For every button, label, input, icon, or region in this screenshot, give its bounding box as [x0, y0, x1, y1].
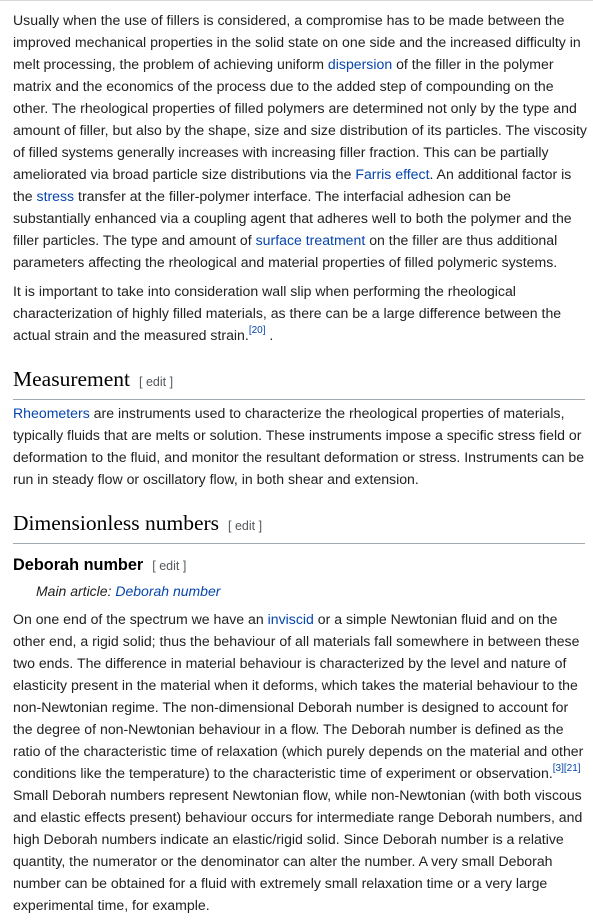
edit-measurement-link[interactable]: [ edit ]: [139, 375, 174, 389]
link-stress[interactable]: stress: [36, 188, 75, 204]
link-farris-effect[interactable]: Farris effect: [355, 166, 430, 182]
heading-deborah-number: [13, 553, 186, 578]
text-line: non-Newtonian regime. The non-dimensional Deborah number is designed to account for: [13, 699, 569, 715]
text-line: of filled systems generally increases with increasing filler fraction. This can be partially: [13, 144, 549, 160]
measurement-paragraph: [13, 402, 585, 490]
citation-21[interactable]: [21]: [563, 763, 581, 775]
text-run: are instruments used to characterize the rheological properties of materials,: [89, 405, 565, 421]
top-divider: [0, 0, 593, 1]
citation-20[interactable]: [20]: [248, 325, 266, 337]
fillers-paragraph: [13, 9, 585, 273]
text-line: the degree of non-Newtonian behaviour in a flow. The Deborah number is defined as the: [13, 721, 564, 737]
text-line: substantially enhanced via a coupling agent that adheres well to both the polymer and the: [13, 210, 572, 226]
text-run: melt processing, the problem of achieving uniform: [13, 56, 328, 72]
text-line: experimental time, for example.: [13, 897, 210, 913]
text-line: and elastic effects present) behaviour occurs for intermediate range Deborah numbers, and: [13, 809, 583, 825]
text-run: actual strain and the measured strain.: [13, 327, 249, 343]
text-line: It is important to take into consideration wall slip when performing the rheological: [13, 283, 516, 299]
heading-text: Dimensionless numbers: [13, 511, 220, 535]
text-line: typically fluids that are melts or solution. These instruments impose a specific stress field or: [13, 427, 582, 443]
text-line: parameters affecting the rheological and material properties of filled polymeric systems.: [13, 254, 558, 270]
edit-deborah-link[interactable]: [ edit ]: [152, 559, 187, 573]
text-line: matrix and the economics of the process due to the added step of compounding on the: [13, 78, 554, 94]
text-line: elasticity present in the material when it deforms, which takes the material behaviour to the: [13, 677, 578, 693]
text-line: [13, 229, 585, 251]
text-run: or a simple Newtonian fluid and on the: [313, 611, 558, 627]
text-line: high Deborah numbers indicate an elastic/rigid solid. Since Deborah number is a relative: [13, 831, 564, 847]
citation-3[interactable]: [3]: [552, 763, 564, 775]
text-line: [13, 608, 585, 630]
text-run: transfer at the filler-polymer interface. The interfacial adhesion can be: [74, 188, 511, 204]
text-run: conditions like the temperature) to the characteristic time of experiment or observation.: [13, 765, 553, 781]
text-line: improved mechanical properties in the solid state on one side and the increased difficulty in: [13, 34, 581, 50]
heading-text: Deborah number: [13, 556, 144, 574]
text-run: . An additional factor is: [429, 166, 572, 182]
link-rheometers[interactable]: Rheometers: [13, 405, 90, 421]
text-run: on the filler are thus additional: [365, 232, 558, 248]
text-line: number can be obtained for a fluid with extremely small relaxation time or a very large: [13, 875, 548, 891]
main-article-hatnote: [36, 580, 220, 602]
link-surface-treatment[interactable]: surface treatment: [255, 232, 366, 248]
text-run: On one end of the spectrum we have an: [13, 611, 268, 627]
text-line: [13, 163, 585, 185]
text-line: two ends. The difference in material behaviour is characterized by the level and nature of: [13, 655, 567, 671]
text-line: [13, 53, 585, 75]
text-line: ratio of the characteristic time of relaxation (which purely depends on the material and other: [13, 743, 584, 759]
text-line: characterization of highly filled materials, as there can be a large difference between the: [13, 305, 562, 321]
wall-slip-paragraph: [13, 280, 585, 346]
text-line: [13, 324, 585, 346]
text-run: filler particles. The type and amount of: [13, 232, 256, 248]
text-run: ameliorated via broad particle size distributions via the: [13, 166, 356, 182]
text-line: other. The rheological properties of filled polymers are determined not only by the type and: [13, 100, 577, 116]
text-line: quantity, the numerator or the denominator can alter the number. A very small Deborah: [13, 853, 553, 869]
text-line: run in steady flow or oscillatory flow, in both shear and extension.: [13, 471, 419, 487]
deborah-paragraph: [13, 608, 585, 916]
text-line: Usually when the use of fillers is considered, a compromise has to be made between the: [13, 12, 565, 28]
text-line: [13, 402, 585, 424]
text-line: amount of filler, but also by the shape, size and size distribution of its particles. The viscosity: [13, 122, 587, 138]
hatnote-prefix: Main article:: [36, 583, 116, 599]
text-line: [13, 185, 585, 207]
link-inviscid[interactable]: inviscid: [267, 611, 314, 627]
text-run: the: [13, 188, 37, 204]
heading-measurement: [13, 365, 585, 400]
text-run: of the filler in the polymer: [392, 56, 554, 72]
text-line: [13, 762, 585, 784]
text-line: other end, a rigid solid; thus the behaviour of all materials fall somewhere in between these: [13, 633, 580, 649]
text-run: .: [265, 327, 274, 343]
link-main-article-deborah[interactable]: Deborah number: [115, 583, 221, 599]
edit-dimensionless-link[interactable]: [ edit ]: [228, 519, 263, 533]
text-line: deformation to the fluid, and monitor the resultant deformation or stress. Instruments can be: [13, 449, 585, 465]
heading-dimensionless-numbers: [13, 509, 585, 544]
text-line: Small Deborah numbers represent Newtonian flow, while non-Newtonian (with both viscous: [13, 787, 582, 803]
link-dispersion[interactable]: dispersion: [327, 56, 393, 72]
heading-text: Measurement: [13, 367, 131, 391]
